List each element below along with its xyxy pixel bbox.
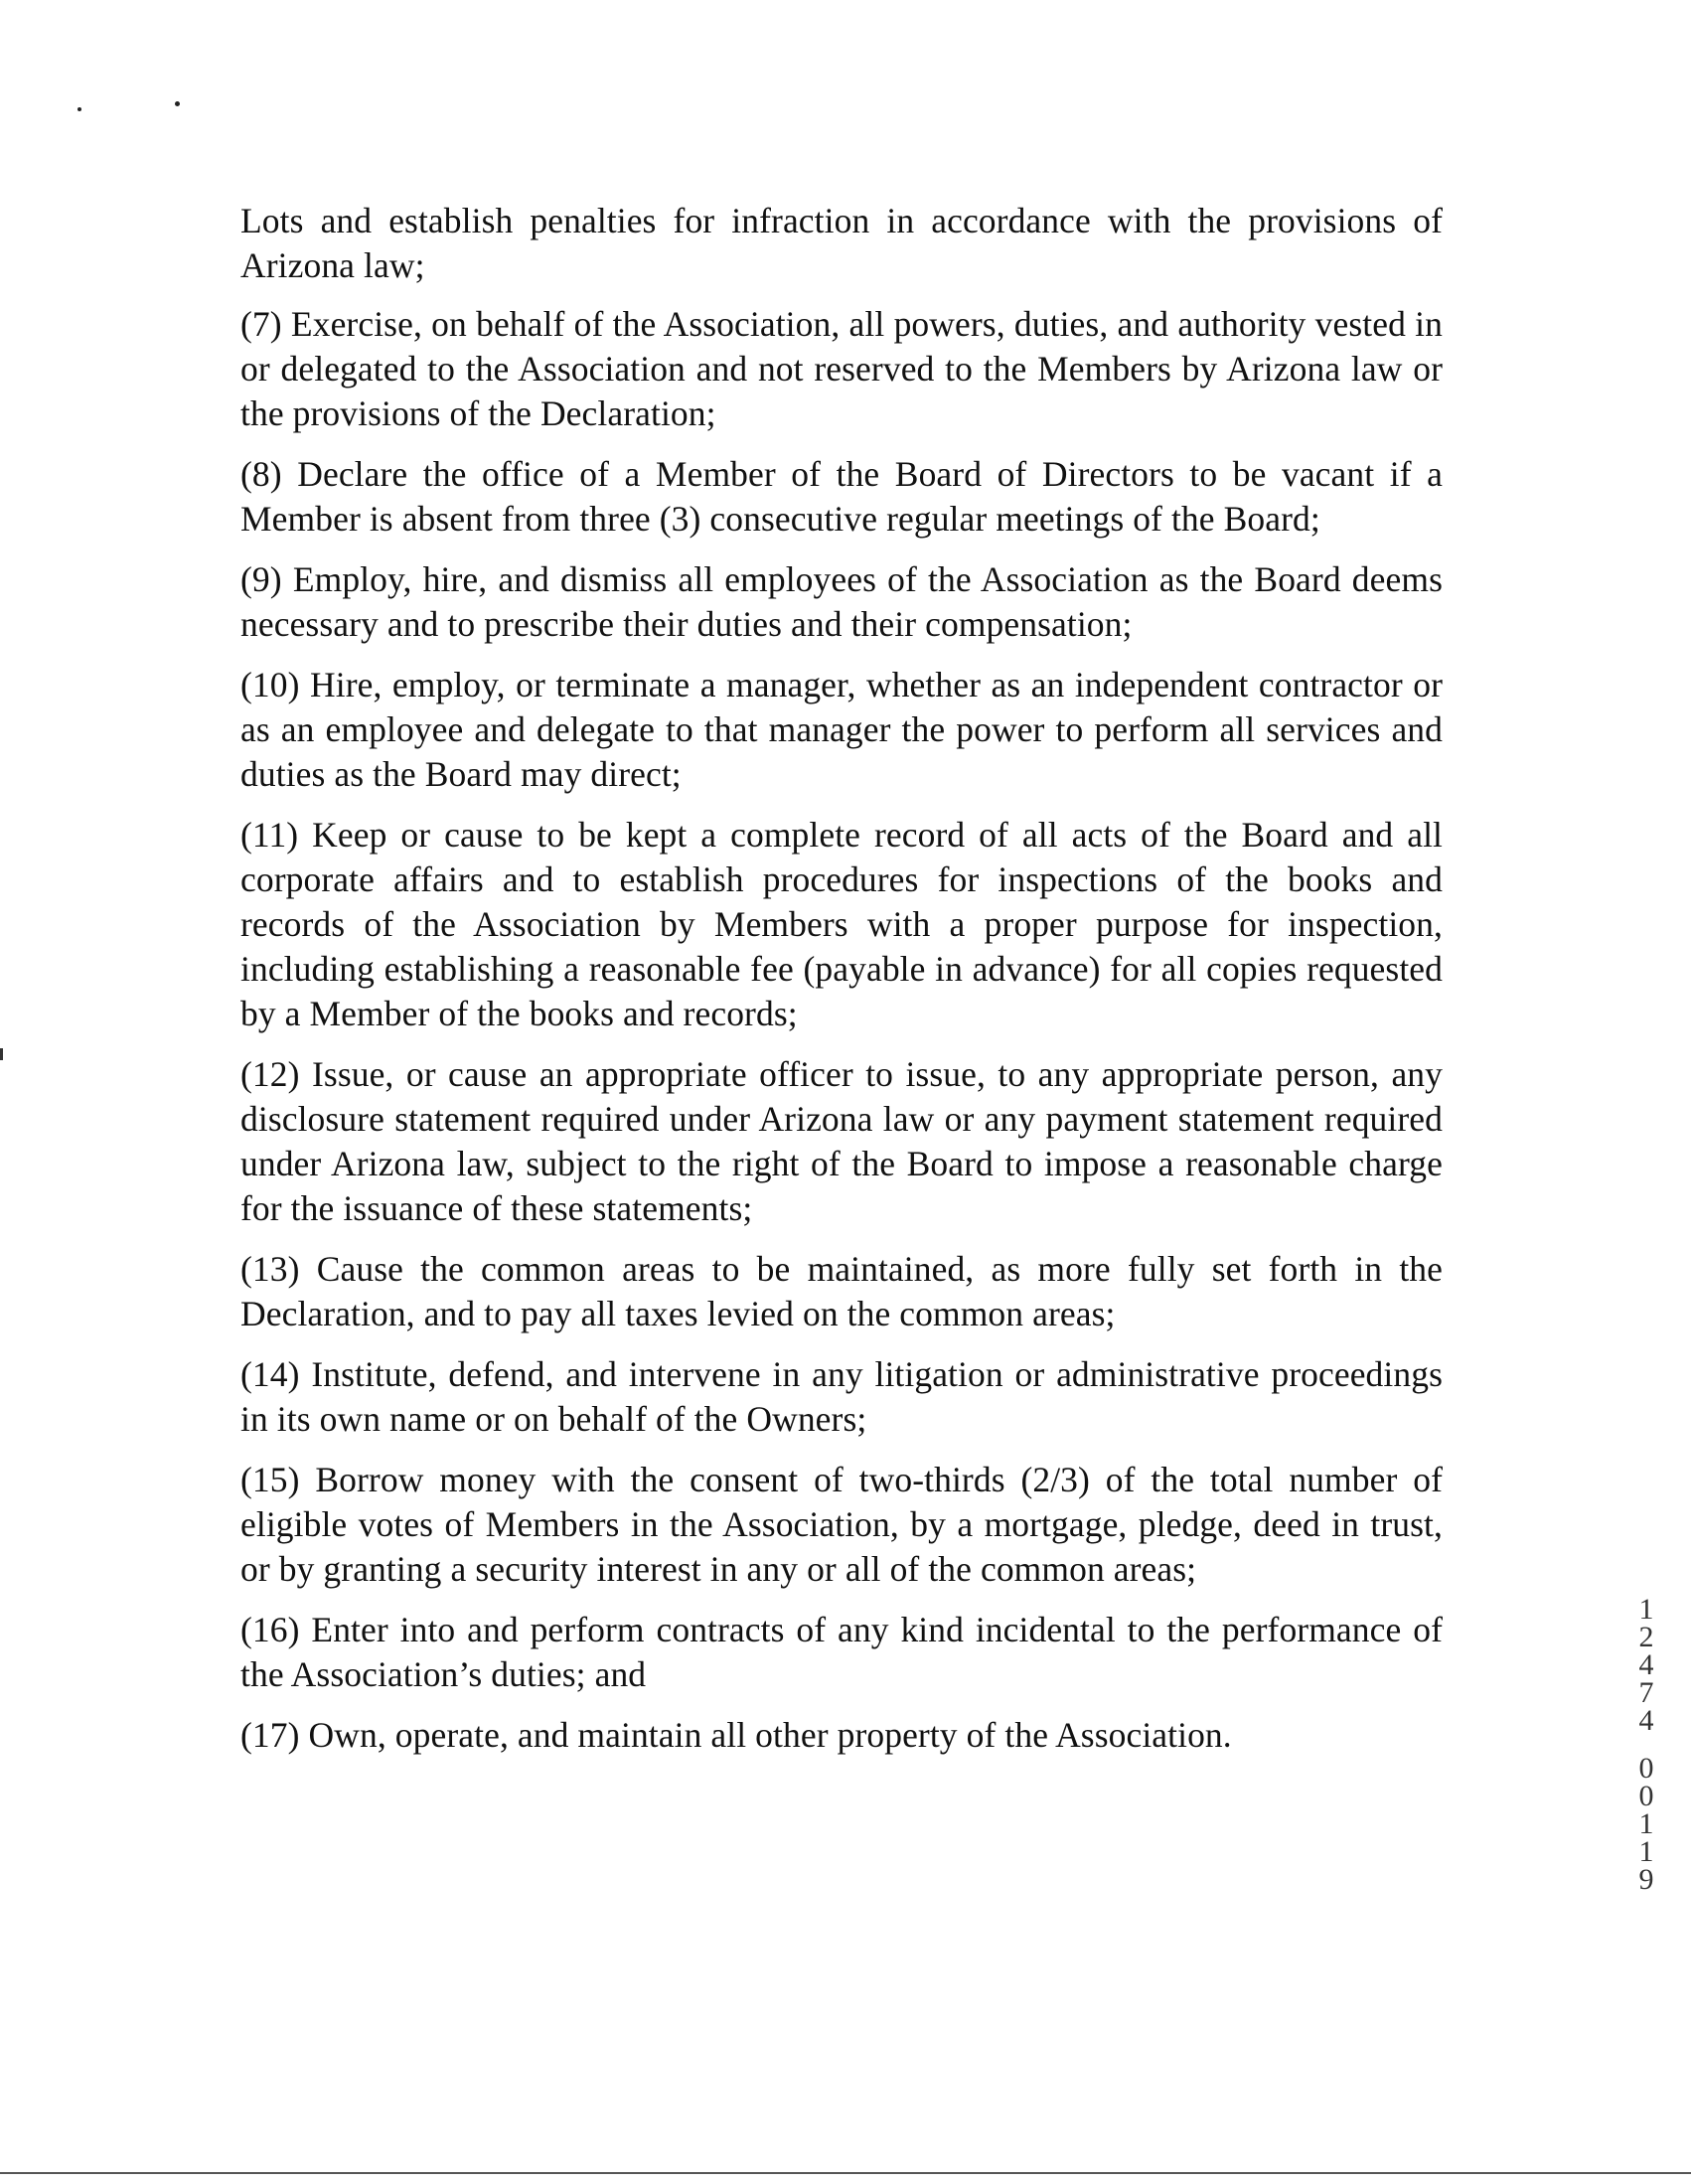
stamp-page-digit: 9: [1638, 1863, 1654, 1896]
paragraph-item-17: (17) Own, operate, and maintain all other property of the Association.: [240, 1715, 1232, 1755]
paragraph-item-15: (15) Borrow money with the consent of two-thirds (2/3) of the total number of eligible votes of Members in the Association, by a mortgage, pledge, deed in trust, or by granting a security interest in any or all of the common areas;: [240, 1460, 1443, 1589]
stamp-page-digit: 1: [1638, 1835, 1654, 1868]
recording-stamp: [1631, 1593, 1661, 1896]
paragraph-item-14: (14) Institute, defend, and intervene in any litigation or administrative proceedings in its own name or on behalf of the Owners;: [240, 1354, 1443, 1439]
stamp-book-digit: 1: [1638, 1593, 1654, 1626]
stamp-page-digit: 0: [1638, 1752, 1654, 1785]
paragraph-item-7: (7) Exercise, on behalf of the Association, all powers, duties, and authority vested in or delegated to the Association and not reserved to the Members by Arizona law or the provisions of the Declaration;: [240, 304, 1443, 433]
paragraph-item-12: (12) Issue, or cause an appropriate officer to issue, to any appropriate person, any disclosure statement required under Arizona law or any payment statement required under Arizona law, subject to the right of the Board to impose a reasonable charge for the issuance of these statements;: [240, 1054, 1443, 1228]
paragraph-item-16: (16) Enter into and perform contracts of any kind incidental to the performance of the Association’s duties; and: [240, 1610, 1443, 1694]
paragraph-item-9: (9) Employ, hire, and dismiss all employees of the Association as the Board deems necessary and to prescribe their duties and their compensation;: [240, 559, 1443, 644]
stamp-book-digit: 4: [1638, 1704, 1654, 1737]
document-body: [240, 199, 1443, 1774]
paragraph-item-11: (11) Keep or cause to be kept a complete record of all acts of the Board and all corporate affairs and to establish procedures for inspections of the books and records of the Association by Members with a proper purpose for inspection, including establishing a reasonable fee (payable in advance) for all copies requested by a Member of the books and records;: [240, 815, 1443, 1033]
stamp-book-digit: 2: [1638, 1621, 1654, 1653]
stamp-page-digit: 1: [1638, 1807, 1654, 1840]
scan-speck: [175, 101, 180, 106]
stamp-book-digit: 4: [1638, 1648, 1654, 1681]
scan-edge-mark: [0, 1048, 3, 1060]
paragraph-item-10: (10) Hire, employ, or terminate a manager, whether as an independent contractor or as an employee and delegate to that manager the power to perform all services and duties as the Board may direct;: [240, 665, 1443, 794]
paragraph-intro: Lots and establish penalties for infraction in accordance with the provisions of Arizona law;: [240, 201, 1443, 285]
scan-speck: [77, 107, 81, 111]
stamp-page-digit: 0: [1638, 1780, 1654, 1812]
paragraph-item-13: (13) Cause the common areas to be maintained, as more fully set forth in the Declaration, and to pay all taxes levied on the common areas;: [240, 1249, 1443, 1333]
paragraph-item-8: (8) Declare the office of a Member of the Board of Directors to be vacant if a Member is absent from three (3) consecutive regular meetings of the Board;: [240, 454, 1443, 539]
scan-bottom-border: [0, 2172, 1691, 2174]
stamp-book-digit: 7: [1638, 1676, 1654, 1709]
